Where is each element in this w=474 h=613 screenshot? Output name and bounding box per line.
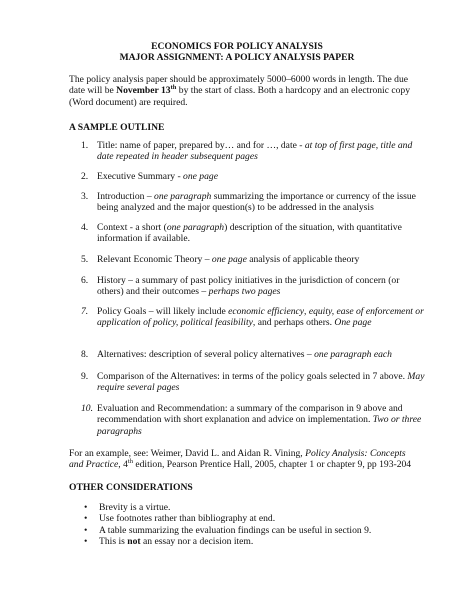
- outline-item-text: ,: [304, 306, 309, 317]
- list-item-text: A table summarizing the evaluation findings can be useful in section 9.: [99, 524, 372, 536]
- outline-item-text: Relevant Economic Theory –: [97, 254, 212, 265]
- outline-item-text: Title: name of paper, prepared by… and for …, date: [97, 140, 300, 151]
- due-date: [116, 85, 176, 96]
- outline-item-number: 7.: [81, 306, 89, 317]
- outline-item-number: 5.: [81, 254, 89, 265]
- outline-item-text: History – a summary of past policy initiatives in the jurisdiction of concern (or others) and their outcomes –: [97, 275, 400, 298]
- due-date-sup: th: [170, 84, 177, 92]
- document-title: [0, 41, 474, 64]
- list-item-text: Brevity is a virtue.: [99, 502, 171, 513]
- list-item: [84, 525, 414, 536]
- example-text: , 4: [118, 459, 128, 471]
- emphasis-text: not: [127, 536, 141, 548]
- outline-item-3: [81, 191, 426, 214]
- list-item-text: an essay nor a decision item.: [140, 536, 254, 548]
- outline-item-italic: one paragraph: [154, 191, 212, 202]
- outline-item-text: , and perhaps others.: [252, 317, 335, 329]
- list-item: [84, 502, 414, 513]
- outline-heading: A SAMPLE OUTLINE: [69, 122, 165, 133]
- outline-item-text: Executive Summary: [97, 171, 178, 182]
- outline-item-8: [81, 349, 426, 360]
- outline-item-2: [81, 171, 426, 182]
- outline-item-4: [81, 222, 426, 245]
- outline-item-number: 4.: [81, 222, 89, 233]
- outline-item-italic: - one page: [177, 171, 218, 182]
- outline-item-number: 10.: [81, 403, 93, 414]
- example-text: edition, Pearson Prentice Hall, 2005, chapter 1 or chapter 9, pp 193-204: [132, 459, 412, 471]
- outline-item-italic: economic efficiency: [228, 306, 305, 317]
- edition-sup: th: [127, 458, 133, 466]
- outline-item-italic: - at top of first page, title and date repeated in header subsequent pages: [97, 140, 413, 163]
- outline-item-text: Policy Goals – will likely include: [97, 306, 229, 317]
- bullet-icon: •: [84, 524, 88, 536]
- outline-item-text: Context - a short (: [97, 222, 167, 233]
- bullet-icon: •: [84, 502, 88, 513]
- other-considerations-heading: OTHER CONSIDERATIONS: [69, 482, 193, 493]
- outline-item-text: analysis of applicable theory: [246, 254, 360, 265]
- outline-item-italic: one page: [211, 254, 247, 265]
- outline-item-number: 9.: [81, 371, 89, 382]
- bullet-icon: •: [84, 513, 88, 525]
- list-item: [84, 536, 414, 547]
- list-item-text: This is: [99, 536, 128, 548]
- outline-item-number: 3.: [81, 191, 89, 202]
- outline-item-italic: Two or three paragraphs: [97, 414, 422, 437]
- outline-item-text: Introduction –: [97, 191, 155, 202]
- list-item: [84, 513, 414, 524]
- title-line-1: ECONOMICS FOR POLICY ANALYSIS: [151, 41, 323, 52]
- outline-item-italic: One page: [334, 317, 372, 329]
- outline-item-text: Evaluation and Recommendation: a summary of the comparison in 9 above and recommendation with short explanation and advice on implementation.: [97, 403, 403, 426]
- example-text: For an example, see: Weimer, David L. and Aidan R. Vining,: [69, 448, 306, 459]
- outline-item-number: 8.: [81, 349, 89, 360]
- outline-item-number: 1.: [81, 140, 89, 151]
- outline-item-italic: May require several pages: [97, 371, 425, 394]
- outline-item-text: Alternatives: description of several policy alternatives –: [97, 349, 315, 360]
- outline-item-text: Comparison of the Alternatives: in terms of the policy goals selected in 7 above.: [97, 371, 408, 382]
- bullet-icon: •: [84, 536, 88, 548]
- intro-text-1: The policy analysis paper should be approximately 5000–6000 words in length. The due date will be: [69, 74, 408, 97]
- outline-item-italic: equity, ease of enforcement or application of policy, political feasibility: [97, 306, 424, 329]
- outline-item-7: [81, 306, 426, 329]
- outline-item-6: [81, 275, 426, 298]
- example-reference: [69, 448, 419, 471]
- outline-item-10: [81, 403, 426, 437]
- considerations-list: [84, 502, 414, 548]
- outline-item-italic: one paragraph each: [314, 349, 392, 360]
- book-title: Policy Analysis: Concepts and Practice: [69, 448, 406, 471]
- outline-item-italic: perhaps two pages: [208, 286, 281, 298]
- outline-item-5: [81, 254, 426, 265]
- outline-item-1: [81, 140, 426, 163]
- outline-item-9: [81, 371, 426, 394]
- outline-item-number: 2.: [81, 171, 89, 182]
- list-item-text: Use footnotes rather than bibliography at end.: [99, 513, 276, 525]
- outline-item-text: summarizing the importance or currency of the issue being analyzed and the major question(s) to be addressed in the analysis: [97, 191, 416, 214]
- intro-paragraph: [69, 74, 419, 108]
- outline-item-number: 6.: [81, 275, 89, 286]
- outline-item-italic: one paragraph: [166, 222, 225, 233]
- outline-item-text: ) description of the situation, with quantitative information if available.: [97, 222, 402, 245]
- title-line-2: MAJOR ASSIGNMENT: A POLICY ANALYSIS PAPER: [119, 52, 355, 64]
- intro-text-2: by the start of class. Both a hardcopy and an electronic copy (Word document) are required.: [69, 85, 411, 108]
- due-date-text: November 13: [116, 85, 171, 97]
